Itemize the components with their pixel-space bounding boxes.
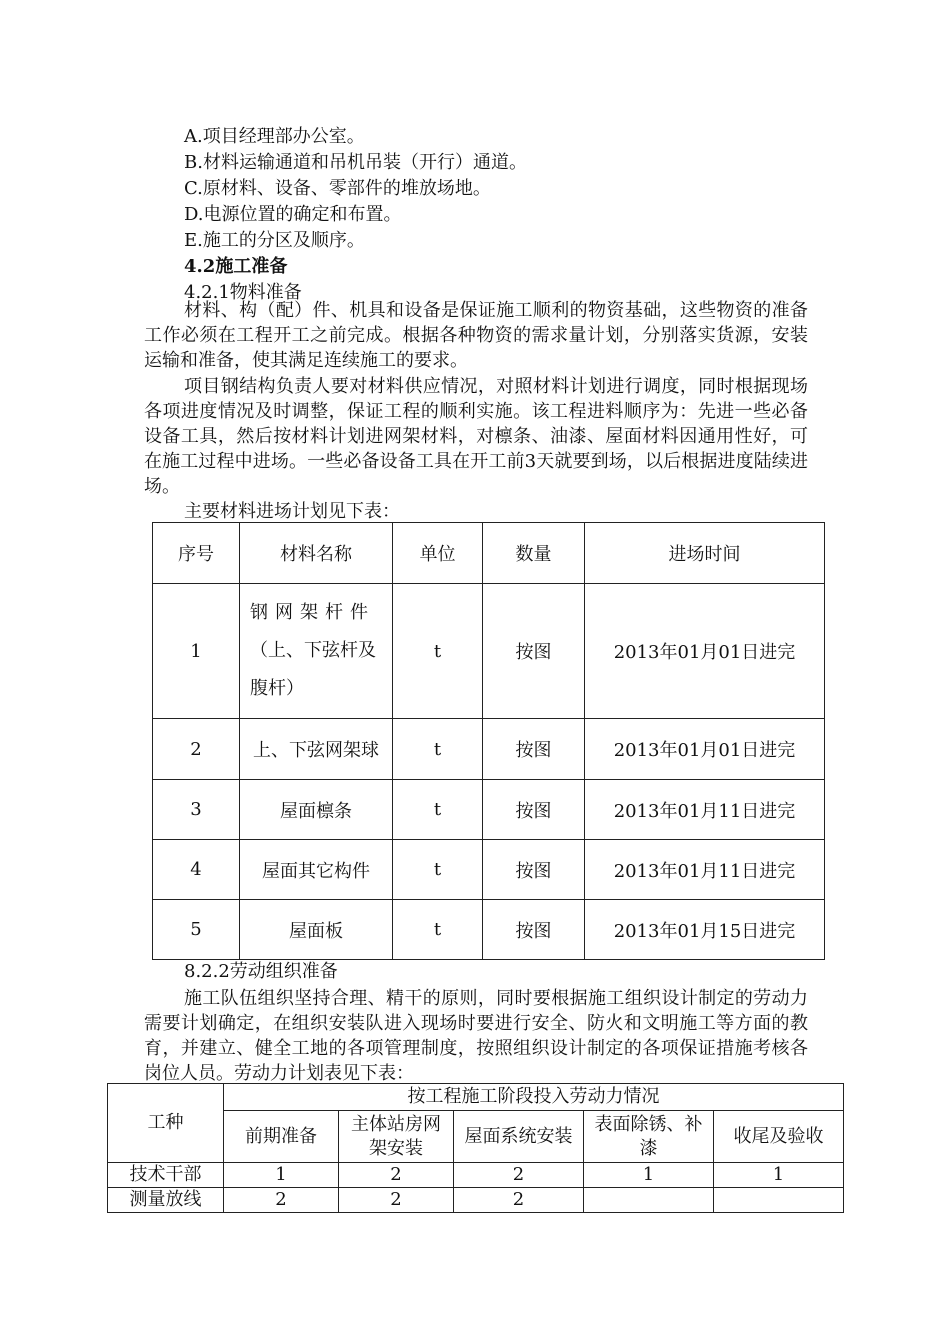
paragraph-materials-sequence: 项目钢结构负责人要对材料供应情况，对照材料计划进行调度，同时根据现场各项进度情况及时调整，保证工程的顺利实施。该工程进料顺序为：先进一些必备设备工具，然后按材料计划进网架材料，对檩条、油漆、屋面材料因通用性好，可在施工过程中进场。一些必备设备工具在开工前3天就要到场，以后根据进度陆续进场。 <box>144 376 808 497</box>
table-row <box>153 900 825 960</box>
subsection-heading-labor: 8.2.2劳动组织准备 <box>184 961 338 982</box>
table-cell: 技术干部 <box>108 1163 224 1188</box>
cell-line: 钢网架杆件 <box>250 602 375 623</box>
table-cell: 屋面板 <box>240 900 393 960</box>
table-cell: 按图 <box>483 840 585 900</box>
table-cell: 3 <box>153 780 240 840</box>
subsection-heading-materials: 4.2.1物料准备 <box>184 282 302 303</box>
table-row <box>108 1163 844 1188</box>
table-cell: 按图 <box>483 900 585 960</box>
header-cell: 前期准备 <box>224 1111 339 1163</box>
header-cell: 序号 <box>153 523 240 584</box>
table-row <box>153 780 825 840</box>
table-cell: 屋面檩条 <box>240 780 393 840</box>
list-item-c: C.原材料、设备、零部件的堆放场地。 <box>184 178 491 199</box>
header-cell: 工种 <box>108 1084 224 1163</box>
table-cell: 2013年01月01日进完 <box>585 719 825 780</box>
table-cell <box>240 584 393 719</box>
table-cell: 2 <box>454 1188 584 1213</box>
cell-line: （上、下弦杆及 <box>250 640 376 661</box>
table-cell: 2013年01月15日进完 <box>585 900 825 960</box>
list-item-d: D.电源位置的确定和布置。 <box>184 204 402 225</box>
header-cell: 材料名称 <box>240 523 393 584</box>
table-cell: 2 <box>224 1188 339 1213</box>
table-cell: t <box>393 840 483 900</box>
table-row <box>108 1188 844 1213</box>
table-cell: 上、下弦网架球 <box>240 719 393 780</box>
material-schedule-table <box>152 522 825 960</box>
table-cell: 1 <box>224 1163 339 1188</box>
table-cell: 2 <box>153 719 240 780</box>
header-cell: 数量 <box>483 523 585 584</box>
paragraph-table-intro: 主要材料进场计划见下表： <box>184 501 400 522</box>
table-cell: 按图 <box>483 780 585 840</box>
table-cell: 2 <box>339 1163 454 1188</box>
table-row <box>153 584 825 719</box>
table-cell: 2 <box>454 1163 584 1188</box>
table-cell: 5 <box>153 900 240 960</box>
table-cell: 2013年01月01日进完 <box>585 584 825 719</box>
paragraph-labor: 施工队伍组织坚持合理、精干的原则，同时要根据施工组织设计制定的劳动力需要计划确定，在组织安装队进入现场时要进行安全、防火和文明施工等方面的教育，并建立、健全工地的各项管理制度，按照组织设计制定的各项保证措施考核各岗位人员。劳动力计划表见下表： <box>144 988 808 1084</box>
list-item-e: E.施工的分区及顺序。 <box>184 230 365 251</box>
table-header-row <box>153 523 825 584</box>
table-cell <box>584 1188 714 1213</box>
section-heading: 4.2施工准备 <box>184 256 288 277</box>
paragraph-materials-intro: 材料、构（配）件、机具和设备是保证施工顺利的物资基础，这些物资的准备工作必须在工程开工之前完成。根据各种物资的需求量计划，分别落实货源，安装运输和准备，使其满足连续施工的要求。 <box>144 300 808 371</box>
header-cell: 收尾及验收 <box>714 1111 844 1163</box>
table-row <box>153 719 825 780</box>
table-header-row <box>108 1084 844 1111</box>
cell-line: 腹杆） <box>250 678 304 699</box>
table-cell: 按图 <box>483 584 585 719</box>
table-cell: t <box>393 780 483 840</box>
table-cell: 屋面其它构件 <box>240 840 393 900</box>
table-cell: 2013年01月11日进完 <box>585 840 825 900</box>
table-cell: 1 <box>584 1163 714 1188</box>
labor-plan-table <box>107 1083 844 1213</box>
table-cell: t <box>393 719 483 780</box>
table-cell: 按图 <box>483 719 585 780</box>
header-cell: 主体站房网架安装 <box>339 1111 454 1163</box>
table-cell <box>714 1188 844 1213</box>
list-item-b: B.材料运输通道和吊机吊装（开行）通道。 <box>184 152 527 173</box>
table-cell: t <box>393 584 483 719</box>
table-row <box>153 840 825 900</box>
table-cell: 1 <box>714 1163 844 1188</box>
table-cell: 4 <box>153 840 240 900</box>
table-cell: t <box>393 900 483 960</box>
header-cell: 表面除锈、补漆 <box>584 1111 714 1163</box>
table-cell: 测量放线 <box>108 1188 224 1213</box>
table-cell: 2013年01月11日进完 <box>585 780 825 840</box>
table-cell: 1 <box>153 584 240 719</box>
header-cell: 按工程施工阶段投入劳动力情况 <box>224 1084 844 1111</box>
header-cell: 单位 <box>393 523 483 584</box>
table-cell: 2 <box>339 1188 454 1213</box>
header-cell: 进场时间 <box>585 523 825 584</box>
header-cell: 屋面系统安装 <box>454 1111 584 1163</box>
list-item-a: A.项目经理部办公室。 <box>184 126 365 147</box>
